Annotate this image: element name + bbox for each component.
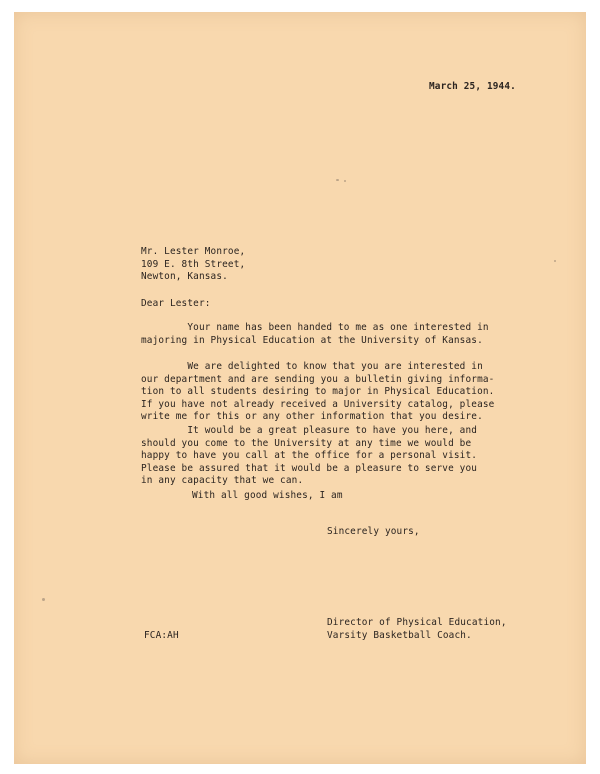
recipient-city: Newton, Kansas. bbox=[141, 271, 228, 282]
paper-speck bbox=[336, 179, 339, 181]
salutation: Dear Lester: bbox=[141, 298, 211, 309]
body-paragraph-1: Your name has been handed to me as one interested in majoring in Physical Education at the University of Kansas. bbox=[141, 322, 489, 346]
recipient-address bbox=[141, 246, 245, 284]
body-paragraph-3: It would be a great pleasure to have you here, and should you come to the University at any time we would be happy to have you call at the office for a personal visit. Please be assured that it would be a pleasure to serve you in any capacity that we can. bbox=[141, 425, 478, 486]
signature-title: Director of Physical Education, bbox=[327, 617, 507, 628]
paper-speck bbox=[344, 180, 346, 182]
complimentary-close: Sincerely yours, bbox=[327, 526, 420, 537]
recipient-name: Mr. Lester Monroe, bbox=[141, 246, 246, 257]
signature-block bbox=[327, 617, 507, 642]
letter-date: March 25, 1944. bbox=[429, 81, 516, 92]
body-paragraph-2: We are delighted to know that you are interested in our department and are sending you a bulletin giving informa- tion to all students desiring to major in Physical Education. If you have not already received a University catalog, please write me for this or any other information that you desire. bbox=[141, 361, 495, 422]
closing-wishes: With all good wishes, I am bbox=[192, 490, 343, 501]
paper-speck bbox=[42, 598, 45, 601]
paper-speck bbox=[554, 260, 556, 262]
reference-initials: FCA:AH bbox=[144, 630, 179, 641]
letter-page bbox=[14, 12, 586, 764]
signature-role: Varsity Basketball Coach. bbox=[327, 629, 472, 641]
recipient-street: 109 E. 8th Street, bbox=[141, 258, 246, 270]
